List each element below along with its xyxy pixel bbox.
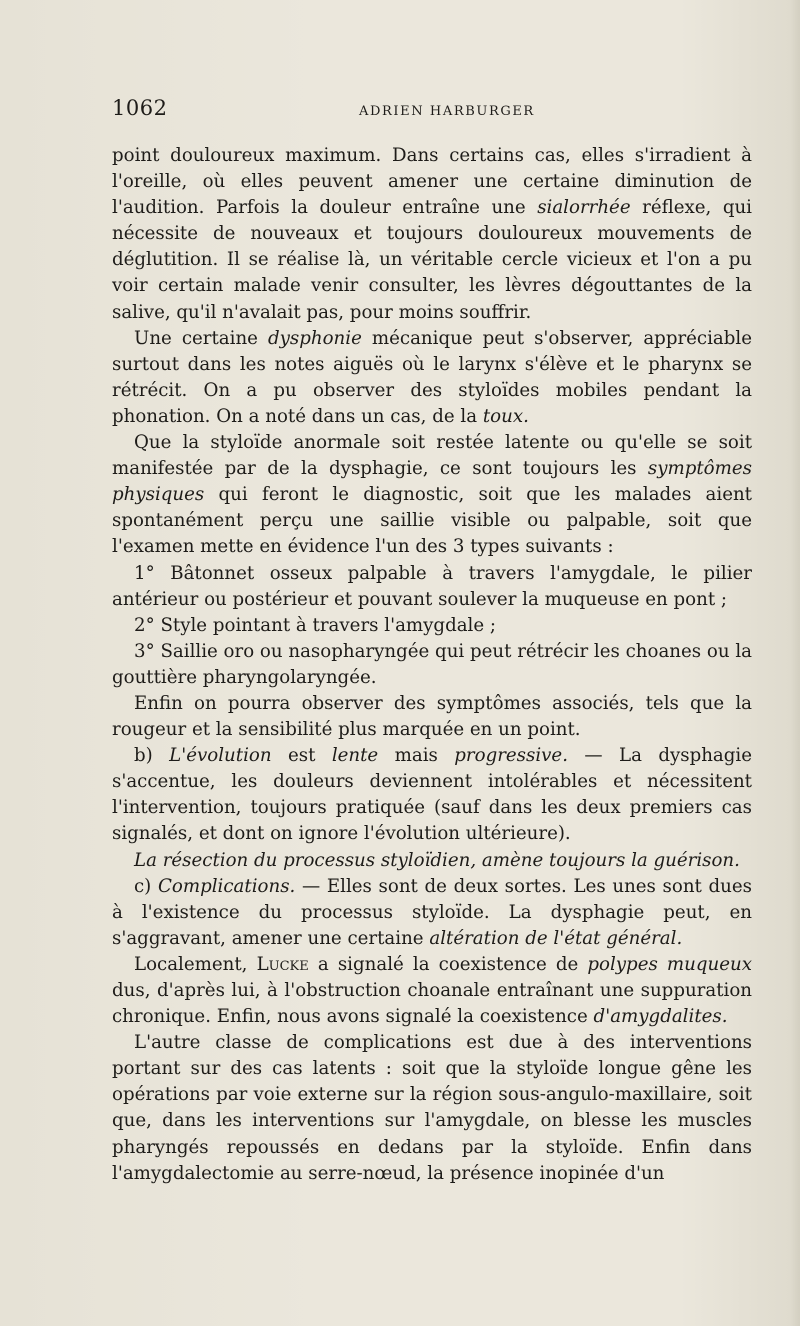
- emphasis: L'évolution: [169, 745, 272, 767]
- emphasis: Complications.: [157, 875, 296, 897]
- paragraph-7: c) Complications. — Elles sont de deux sortes. Les unes sont dues à l'existence du processus styloïde. La dysphagie peut, en s'aggravant, amener une certaine altération de l'état général.: [112, 875, 752, 949]
- paragraph-5: b) L'évolution est lente mais progressive. — La dysphagie s'accentue, les douleurs deviennent intolérables et nécessitent l'intervention, toujours pratiquée (sauf dans les deux premiers cas signalés, et dont on ignore l'évolution ultérieure).: [112, 745, 752, 845]
- emphasis: toux.: [482, 405, 529, 427]
- running-head: ADRIEN HARBURGER: [359, 104, 535, 119]
- emphasis: sialorrhée: [537, 197, 631, 219]
- author-name: Lucke: [256, 953, 309, 975]
- emphasis: progressive.: [454, 745, 568, 767]
- page-header: [112, 96, 752, 128]
- emphasis: lente: [331, 745, 379, 767]
- page-number: 1062: [112, 96, 168, 120]
- emphasis: d'amygdalites.: [593, 1006, 728, 1028]
- paragraph-8: Localement, Lucke a signalé la coexistence de polypes muqueux dus, d'après lui, à l'obstruction choanale entraînant une suppuration chronique. Enfin, nous avons signalé la coexistence d'amygdalites.: [112, 953, 752, 1028]
- emphasis: polypes muqueux: [587, 953, 752, 975]
- list-item-3: 3° Saillie oro ou nasopharyngée qui peut rétrécir les choanes ou la gouttière pharyngolaryngée.: [112, 640, 753, 688]
- list-item-1: 1° Bâtonnet osseux palpable à travers l'amygdale, le pilier antérieur ou postérieur et pouvant soulever la muqueuse en pont ;: [112, 562, 752, 610]
- emphasis: symptômes physiques: [112, 458, 752, 506]
- page-edge: [790, 0, 800, 1326]
- paragraph-9: L'autre classe de complications est due à des interventions portant sur des cas latents : soit que la styloïde longue gêne les opérations par voie externe sur la région sous-angulo-maxillaire, soit que, dans les interventions sur l'amygdale, on blesse les muscles pharyngés repoussés en dedans par la styloïde. Enfin dans l'amygdalectomie au serre-nœud, la présence inopinée d'un: [112, 1032, 752, 1184]
- paragraph-4: Enfin on pourra observer des symptômes associés, tels que la rougeur et la sensibilité plus marquée en un point.: [112, 692, 752, 741]
- list-item-2: 2° Style pointant à travers l'amygdale ;: [134, 614, 497, 636]
- paragraph-1: point douloureux maximum. Dans certains cas, elles s'irradient à l'oreille, où elles peuvent amener une certaine diminution de l'audition. Parfois la douleur entraîne une sialorrhée réflexe, qui nécessite de nouveaux et toujours douloureux mouvements de déglutition. Il se réalise là, un véritable cercle vicieux et l'on a pu voir certain malade venir consulter, les lèvres dégouttantes de la salive, qu'il n'avalait pas, pour moins souffrir.: [112, 145, 752, 323]
- emphasis: dysphonie: [267, 327, 362, 349]
- paragraph-3: Que la styloïde anormale soit restée latente ou qu'elle se soit manifestée par de la dysphagie, ce sont toujours les symptômes physiques qui feront le diagnostic, soit que les malades aient spontanément perçu une saillie visible ou palpable, soit que l'examen mette en évidence l'un des 3 types suivants :: [112, 432, 752, 558]
- emphasis: altération de l'état général.: [429, 927, 683, 949]
- paragraph-2: Une certaine dysphonie mécanique peut s'observer, appréciable surtout dans les notes aiguës où le larynx s'élève et le pharynx se rétrécit. On a pu observer des styloïdes mobiles pendant la phonation. On a noté dans un cas, de la toux.: [112, 327, 752, 427]
- emphasis: La résection du processus styloïdien, amène toujours la guérison.: [134, 849, 740, 871]
- paragraph-6: [112, 848, 752, 874]
- body-text: [112, 143, 752, 1187]
